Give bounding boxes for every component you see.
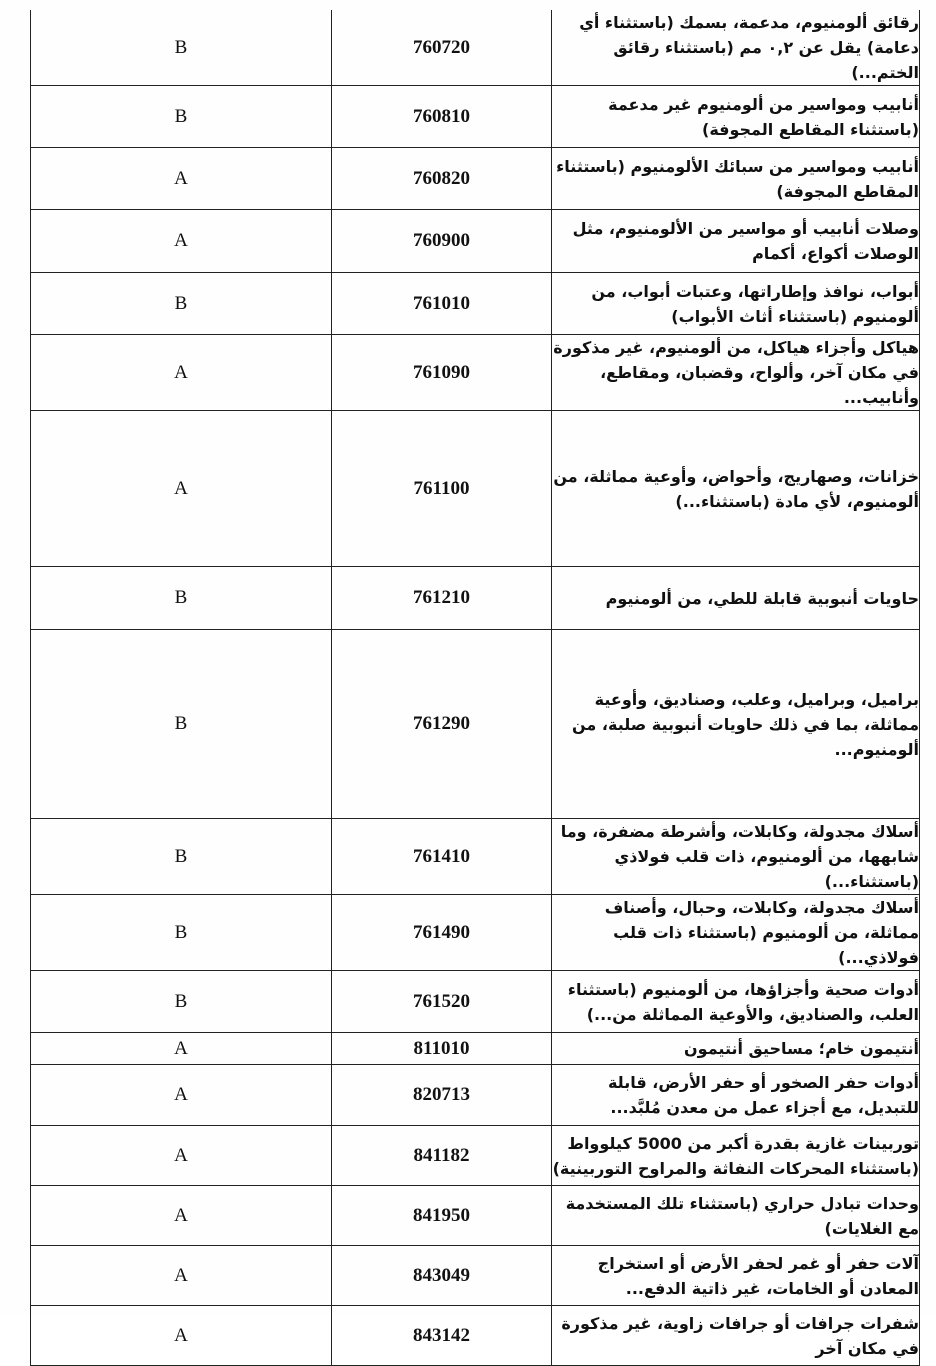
code-cell: 761010 — [332, 273, 552, 335]
category-cell: A — [31, 1126, 332, 1186]
code-cell: 761210 — [332, 567, 552, 630]
description-cell: حاويات أنبوبية قابلة للطي، من ألومنيوم — [552, 567, 920, 630]
category-cell: A — [31, 210, 332, 273]
code-cell: 843049 — [332, 1246, 552, 1306]
table-row — [31, 971, 920, 1033]
table-row — [31, 10, 920, 86]
description-cell: أبواب، نوافذ وإطاراتها، وعتبات أبواب، من ألومنيوم (باستثناء أثاث الأبواب) — [552, 273, 920, 335]
table-row — [31, 1186, 920, 1246]
description-cell: أسلاك مجدولة، وكابلات، وحبال، وأصناف مماثلة، من ألومنيوم (باستثناء ذات قلب فولاذي...) — [552, 895, 920, 971]
code-cell: 841950 — [332, 1186, 552, 1246]
table-row — [31, 1065, 920, 1126]
table-row — [31, 1246, 920, 1306]
category-cell: B — [31, 273, 332, 335]
table-row — [31, 630, 920, 819]
description-cell: رقائق ألومنيوم، مدعمة، بسمك (باستثناء أي دعامة) يقل عن ٠,٢ مم (باستثناء رقائق الختم...) — [552, 10, 920, 86]
description-cell: شفرات جرافات أو جرافات زاوية، غير مذكورة في مكان آخر — [552, 1306, 920, 1366]
table-row — [31, 86, 920, 148]
table-row — [31, 1306, 920, 1366]
code-cell: 760720 — [332, 10, 552, 86]
code-cell: 761410 — [332, 819, 552, 895]
code-cell: 820713 — [332, 1065, 552, 1126]
category-cell: A — [31, 1246, 332, 1306]
code-cell: 811010 — [332, 1033, 552, 1065]
code-cell: 760900 — [332, 210, 552, 273]
table-row — [31, 273, 920, 335]
table-row — [31, 210, 920, 273]
description-cell: أنتيمون خام؛ مساحيق أنتيمون — [552, 1033, 920, 1065]
category-cell: B — [31, 971, 332, 1033]
category-cell: B — [31, 630, 332, 819]
table-row — [31, 819, 920, 895]
category-cell: B — [31, 819, 332, 895]
tariff-table — [30, 10, 920, 1366]
description-cell: وصلات أنابيب أو مواسير من الألومنيوم، مثل الوصلات أكواع، أكمام — [552, 210, 920, 273]
table-row — [31, 1126, 920, 1186]
category-cell: A — [31, 1186, 332, 1246]
category-cell: A — [31, 335, 332, 411]
description-cell: براميل، وبراميل، وعلب، وصناديق، وأوعية مماثلة، بما في ذلك حاويات أنبوبية صلبة، من ألومنيوم... — [552, 630, 920, 819]
code-cell: 761100 — [332, 411, 552, 567]
category-cell: B — [31, 567, 332, 630]
table-row — [31, 335, 920, 411]
category-cell: A — [31, 1306, 332, 1366]
description-cell: خزانات، وصهاريج، وأحواض، وأوعية مماثلة، من ألومنيوم، لأي مادة (باستثناء...) — [552, 411, 920, 567]
code-cell: 760820 — [332, 148, 552, 210]
description-cell: آلات حفر أو غمر لحفر الأرض أو استخراج المعادن أو الخامات، غير ذاتية الدفع... — [552, 1246, 920, 1306]
description-cell: أسلاك مجدولة، وكابلات، وأشرطة مضفرة، وما شابهها، من ألومنيوم، ذات قلب فولاذي (باستثناء...) — [552, 819, 920, 895]
description-cell: توربينات غازية بقدرة أكبر من 5000 كيلوواط (باستثناء المحركات النفاثة والمراوح التوربينية) — [552, 1126, 920, 1186]
code-cell: 843142 — [332, 1306, 552, 1366]
table-row — [31, 411, 920, 567]
table-row — [31, 567, 920, 630]
code-cell: 761090 — [332, 335, 552, 411]
category-cell: A — [31, 148, 332, 210]
category-cell: B — [31, 86, 332, 148]
code-cell: 761490 — [332, 895, 552, 971]
table-row — [31, 895, 920, 971]
code-cell: 841182 — [332, 1126, 552, 1186]
description-cell: وحدات تبادل حراري (باستثناء تلك المستخدمة مع الغلايات) — [552, 1186, 920, 1246]
table-row — [31, 1033, 920, 1065]
description-cell: أنابيب ومواسير من سبائك الألومنيوم (باستثناء المقاطع المجوفة) — [552, 148, 920, 210]
description-cell: أنابيب ومواسير من ألومنيوم غير مدعمة (باستثناء المقاطع المجوفة) — [552, 86, 920, 148]
description-cell: هياكل وأجزاء هياكل، من ألومنيوم، غير مذكورة في مكان آخر، وألواح، وقضبان، ومقاطع، وأنابيب... — [552, 335, 920, 411]
table-row — [31, 148, 920, 210]
description-cell: أدوات صحية وأجزاؤها، من ألومنيوم (باستثناء العلب، والصناديق، والأوعية المماثلة من...) — [552, 971, 920, 1033]
description-cell: أدوات حفر الصخور أو حفر الأرض، قابلة للتبديل، مع أجزاء عمل من معدن مُلبَّد... — [552, 1065, 920, 1126]
category-cell: A — [31, 1033, 332, 1065]
code-cell: 761520 — [332, 971, 552, 1033]
code-cell: 761290 — [332, 630, 552, 819]
category-cell: B — [31, 895, 332, 971]
code-cell: 760810 — [332, 86, 552, 148]
category-cell: B — [31, 10, 332, 86]
category-cell: A — [31, 411, 332, 567]
category-cell: A — [31, 1065, 332, 1126]
